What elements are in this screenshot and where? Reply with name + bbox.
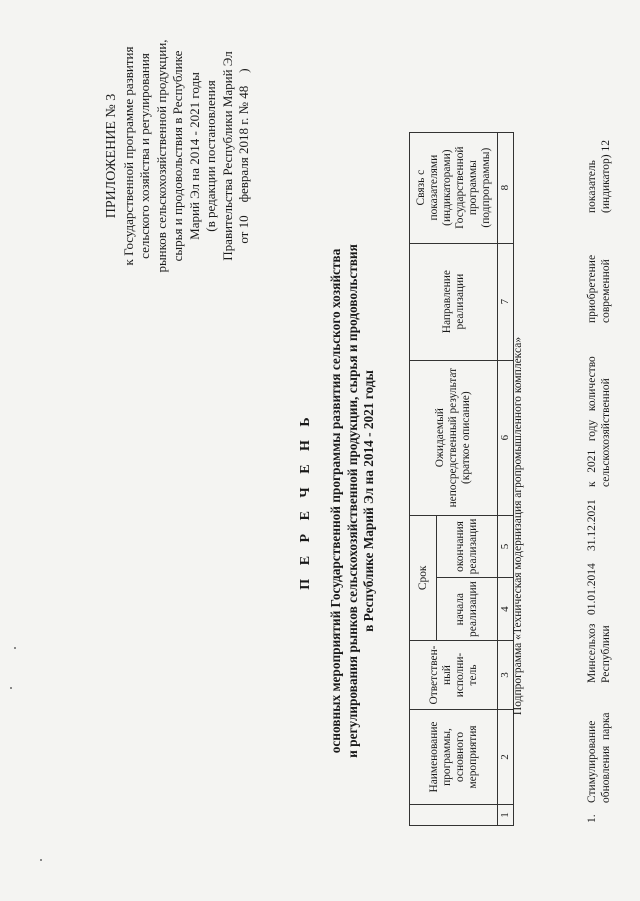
col-number: 3 xyxy=(498,641,514,710)
heading-line: основных мероприятий Государственной программы развития сельского хозяйства xyxy=(328,248,343,754)
row1-executor xyxy=(586,613,613,683)
row1-number: 1. xyxy=(586,814,598,823)
row1-name-line: обновления парка xyxy=(599,712,612,803)
header-term: Срок xyxy=(410,515,437,640)
appendix-line: сырья и продовольствия в Республике xyxy=(170,50,185,262)
row1-result-line: сельскохозяйственной xyxy=(599,378,612,487)
col-number: 4 xyxy=(498,578,514,641)
row1-direction-line: приобретение xyxy=(586,254,598,323)
header-col-5: окончания реализации xyxy=(437,515,498,578)
row1-direction-line: современной xyxy=(599,259,612,323)
row1-result-line: к 2021 году количество xyxy=(586,356,598,487)
header-col-7: Направление реализации xyxy=(410,243,498,360)
appendix-line: Правительства Республики Марий Эл xyxy=(219,51,235,261)
col-number: 1 xyxy=(498,805,514,826)
appendix-line: от 10 февраля 2018 г. № 48 ) xyxy=(236,68,251,244)
appendix-line: (в редакции постановления xyxy=(203,80,218,232)
row1-name xyxy=(586,703,613,803)
scan-speck xyxy=(40,859,42,861)
row1-result xyxy=(586,337,613,487)
document-heading xyxy=(298,211,378,791)
table-header-row xyxy=(410,132,437,825)
heading-line: и регулирования рынков сельскохозяйственной продукции, сырья и продовольствия xyxy=(344,244,360,758)
row1-executor-line: Минсельхоз xyxy=(586,623,598,683)
appendix-line: рынков сельскохозяйственной продукции, xyxy=(153,39,169,273)
row1-indicator-line: показатель xyxy=(586,160,598,213)
header-col-4: начала реализации xyxy=(437,578,498,641)
col-number: 2 xyxy=(498,710,514,805)
appendix-block xyxy=(104,0,253,321)
row1-end-date: 31.12.2021 xyxy=(586,499,598,551)
heading-title: П Е Р Е Ч Е Н Ь xyxy=(298,412,313,590)
appendix-title: ПРИЛОЖЕНИЕ № 3 xyxy=(104,93,119,219)
row1-indicator-line: (индикатор) 12 xyxy=(599,140,612,213)
row1-executor-line: Республики xyxy=(599,625,612,683)
row1-start-date: 01.01.2014 xyxy=(586,563,598,615)
heading-line: в Республике Марий Эл на 2014 - 2021 годы xyxy=(361,370,376,632)
col-number: 6 xyxy=(498,360,514,515)
measures-table xyxy=(409,132,514,826)
row1-name-line: Стимулирование xyxy=(586,720,598,803)
header-col-1 xyxy=(410,805,498,826)
appendix-line: к Государственной программе развития xyxy=(120,46,136,266)
header-col-6: Ожидаемый непосредственный результат (краткое описание) xyxy=(410,360,498,515)
row1-indicator xyxy=(586,103,613,213)
subprogram-title: Подпрограмма «Техническая модернизация агропромышленного комплекса» xyxy=(512,336,524,716)
col-number: 7 xyxy=(498,243,514,360)
appendix-line: Марий Эл на 2014 - 2021 годы xyxy=(186,72,202,240)
col-number: 5 xyxy=(498,515,514,578)
header-col-3: Ответствен-ный исполни-тель xyxy=(410,641,498,710)
scan-speck xyxy=(10,687,12,689)
appendix-line: сельского хозяйства и регулирования xyxy=(137,53,152,259)
header-col-8: Связь с показателями (индикаторами) Государственной программы (подпрограммы) xyxy=(410,132,498,243)
col-number: 8 xyxy=(498,132,514,243)
row1-direction xyxy=(586,223,613,323)
scan-speck xyxy=(14,647,16,649)
header-col-2: Наименование программы, основного мероприятия xyxy=(410,710,498,805)
